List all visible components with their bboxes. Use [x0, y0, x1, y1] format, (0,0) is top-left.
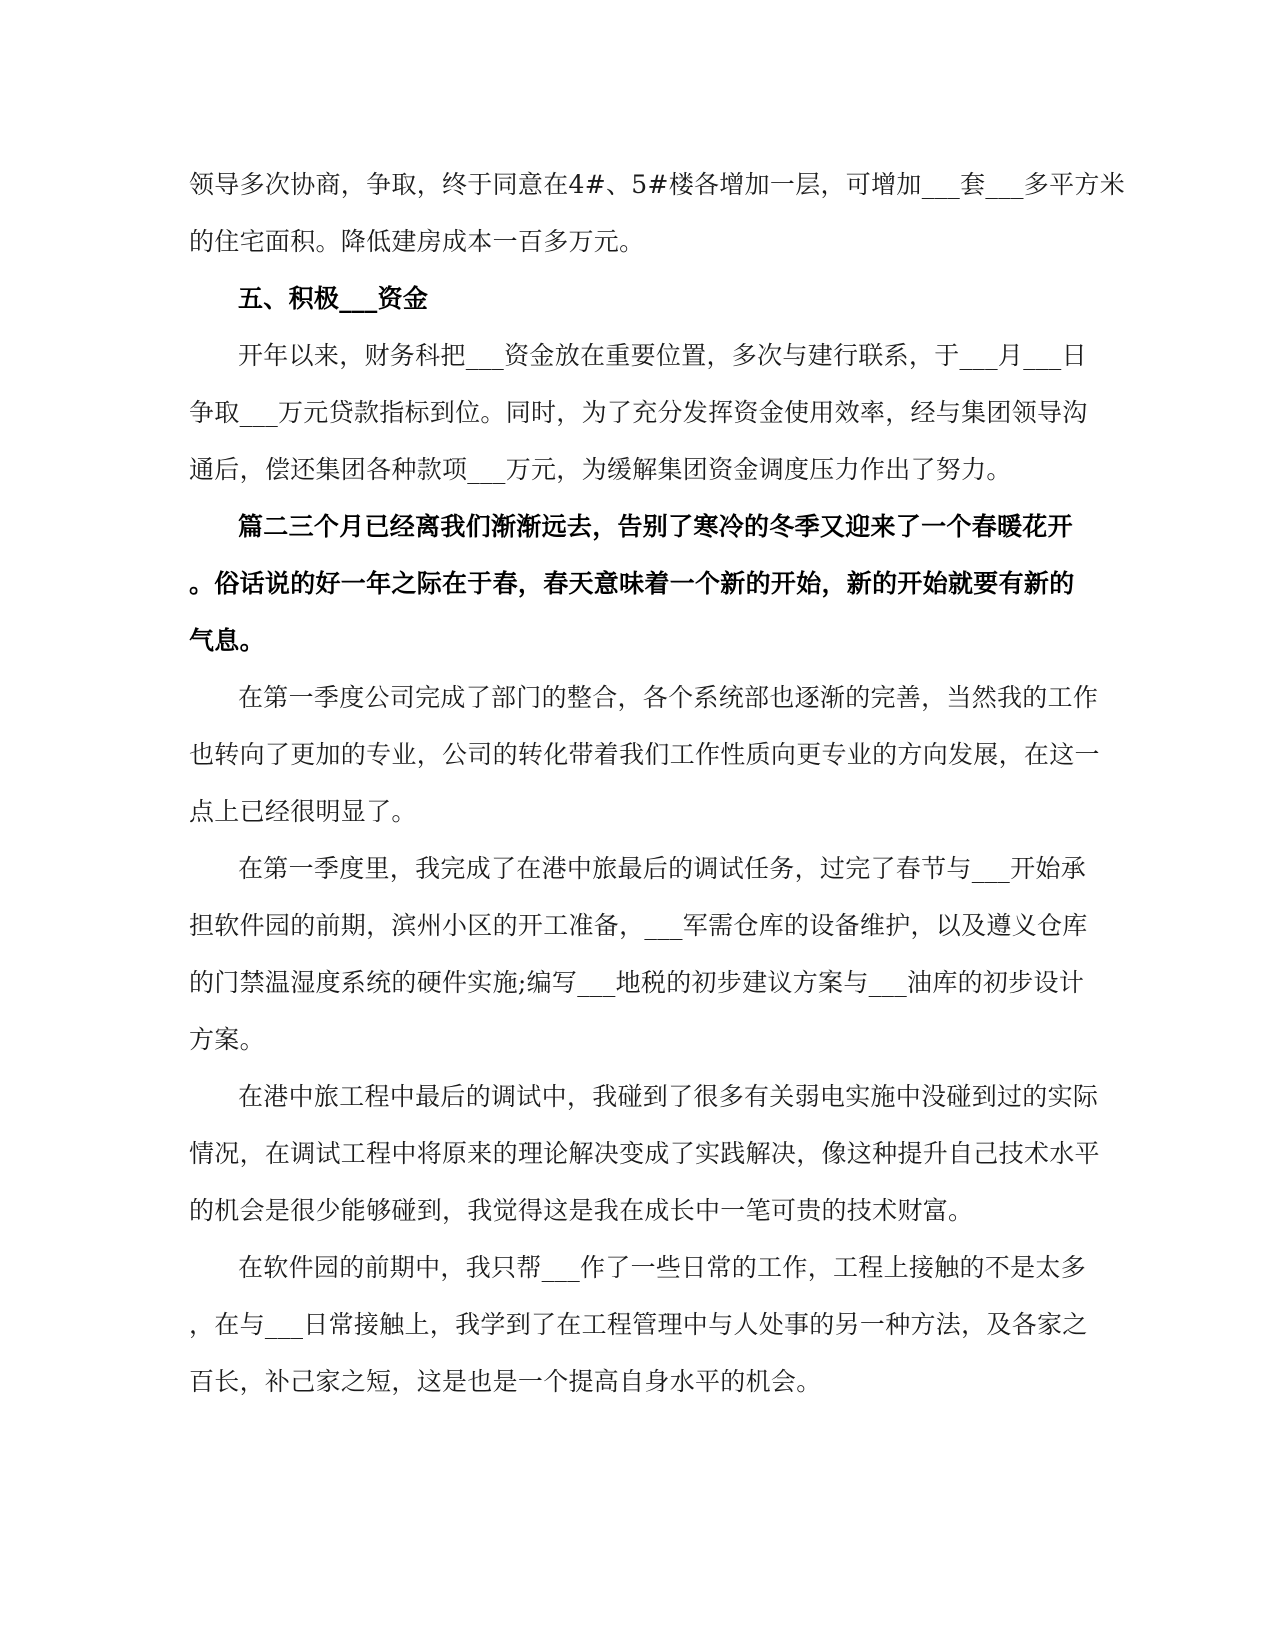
- text-line: 的住宅面积。降低建房成本一百多万元。: [189, 227, 645, 256]
- text-line: 通后，偿还集团各种款项___万元，为缓解集团资金调度压力作出了努力。: [189, 455, 1012, 484]
- text-line: 也转向了更加的专业，公司的转化带着我们工作性质向更专业的方向发展，在这一: [189, 740, 1100, 769]
- text-line: 在软件园的前期中，我只帮___作了一些日常的工作，工程上接触的不是太多: [238, 1253, 1087, 1282]
- bold-paragraph-line: 篇二三个月已经离我们渐渐远去，告别了寒冷的冬季又迎来了一个春暖花开: [238, 512, 1073, 541]
- text-line: 争取___万元贷款指标到位。同时，为了充分发挥资金使用效率，经与集团领导沟: [189, 398, 1088, 427]
- text-line: 领导多次协商，争取，终于同意在4#、5#楼各增加一层，可增加___套___多平方米: [189, 170, 1126, 199]
- text-line: 的门禁温湿度系统的硬件实施;编写___地税的初步建议方案与___油库的初步设计: [189, 968, 1085, 997]
- text-line: 在第一季度里，我完成了在港中旅最后的调试任务，过完了春节与___开始承: [238, 854, 1087, 883]
- text-line: 担软件园的前期，滨州小区的开工准备，___军需仓库的设备维护，以及遵义仓库: [189, 911, 1088, 940]
- text-line: 在第一季度公司完成了部门的整合，各个系统部也逐渐的完善，当然我的工作: [238, 683, 1099, 712]
- text-line: 在港中旅工程中最后的调试中，我碰到了很多有关弱电实施中没碰到过的实际: [238, 1082, 1099, 1111]
- text-line: 情况，在调试工程中将原来的理论解决变成了实践解决，像这种提升自己技术水平: [189, 1139, 1100, 1168]
- text-line: 百长，补己家之短，这是也是一个提高自身水平的机会。: [189, 1367, 822, 1396]
- text-line: 点上已经很明显了。: [189, 797, 417, 826]
- text-line: 方案。: [189, 1025, 265, 1054]
- text-line: 的机会是很少能够碰到，我觉得这是我在成长中一笔可贵的技术财富。: [189, 1196, 974, 1225]
- section-heading: 五、积极___资金: [238, 284, 429, 313]
- text-line: 开年以来，财务科把___资金放在重要位置，多次与建行联系，于___月___日: [238, 341, 1087, 370]
- text-line: ，在与___日常接触上，我学到了在工程管理中与人处事的另一种方法，及各家之: [189, 1310, 1088, 1339]
- bold-paragraph-line: 。俗话说的好一年之际在于春，春天意味着一个新的开始，新的开始就要有新的: [189, 569, 1075, 598]
- bold-paragraph-line: 气息。: [189, 626, 265, 655]
